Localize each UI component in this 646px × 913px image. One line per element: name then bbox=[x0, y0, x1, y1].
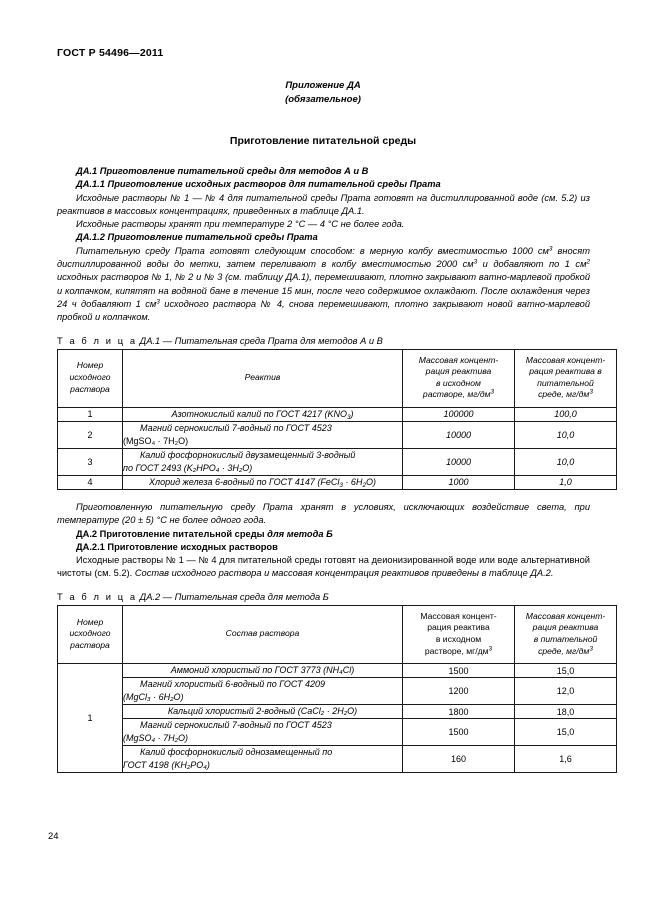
table-row bbox=[58, 421, 617, 448]
formula-text: (MgSO₄ · 7H₂O) bbox=[123, 733, 189, 744]
table-row bbox=[58, 678, 617, 705]
table-2-cell-conc-medium: 15,0 bbox=[515, 664, 617, 678]
table-1-cell-conc-medium: 10,0 bbox=[515, 448, 617, 475]
table-1-cell-number: 2 bbox=[58, 421, 123, 448]
superscript-cubic: 3 bbox=[490, 388, 495, 396]
formula-text: (MgSO₄ · 7H₂O) bbox=[123, 435, 189, 446]
table-row bbox=[58, 719, 617, 746]
heading-da2: ДА.2 Приготовление питательной среды для метода Б bbox=[76, 528, 333, 539]
table-1-header-conc-medium: Массовая концент- рация реактива в питательной среде, $мг/дм^3$ bbox=[515, 349, 617, 407]
table-2-cell-group-number: 1 bbox=[58, 664, 123, 773]
table-2-cell-composition: Кальций хлористый 2-водный (CaCl₂ · 2H₂O) bbox=[123, 705, 403, 719]
paragraph-storage-conditions: Приготовленную питательную среду Прата хранят в условиях, исключающих воздействие света, при температуре (20 ± 5) °С не более одного года. bbox=[57, 501, 590, 526]
formula-subscript: 2 bbox=[362, 481, 367, 489]
formula-subscript: 3 bbox=[346, 413, 351, 421]
table-2-cell-conc-medium: 12,0 bbox=[515, 678, 617, 705]
paragraph-da1-2-method: Питательную среду Прата готовят следующим способом: в мерную колбу вместимостью 1000 $см^3$ вносят дистиллированной воды до метки, затем переливают в колбу вместимостью 2000 $см^3$ и добавляют по 1 $см^2$ исходных растворов № 1, № 2 и № 3 (см. таблицу ДА.1), перемешивают, плотно закрывают ватно-марлевой пробкой и колпачком, кипятят на водяной бане в течение 15 мин, после чего содержимое охлаждают. После охлаждения через 24 ч добавляют 1 $см^3$ исходного раствора № 4, снова перемешивают, плотно закрывают новой ватно-марлевой пробкой и колпачком. bbox=[57, 245, 591, 323]
page-title: Приготовление питательной среды bbox=[229, 135, 417, 147]
appendix-status: (обязательное) bbox=[285, 93, 361, 105]
table-1-caption bbox=[57, 336, 590, 346]
superscript-cubic: 3 bbox=[589, 388, 593, 396]
superscript-cubic: 3 bbox=[156, 298, 160, 306]
table-2-head bbox=[58, 605, 617, 663]
table-1-cell-reagent: Калий фосфорнокислый двузамещенный 3-водный по ГОСТ 2493 (K₂HPO₄ · 3H₂O) bbox=[123, 448, 403, 475]
table-1-body bbox=[58, 407, 617, 489]
table-1-cell-conc-medium: 100,0 bbox=[515, 407, 617, 421]
table-1-caption-text: ДА.1 — Питательная среда Прата для методов А и В bbox=[137, 335, 383, 346]
paragraph-da2-1-intro: Исходные растворы № 1 — № 4 для питательной среды готовят на деионизированной воде или воде альтернативной чистоты (см. 5.2). Состав исходного раствора и массовая концентрация реактивов приведены в таблице ДА.2. bbox=[57, 555, 590, 579]
table-2-header-conc-source: Массовая концент- рация реактива в исходном растворе, $мг/дм^3$ bbox=[403, 605, 515, 663]
formula-subscript: 3 bbox=[339, 481, 343, 489]
table-2-cell-conc-source: 1800 bbox=[403, 705, 515, 719]
heading-da1-2: ДА.1.2 Приготовление питательной среды Прата bbox=[76, 232, 318, 243]
formula-text: (MgCl₃ · 6H₂O) bbox=[123, 692, 184, 703]
table-2-header-composition: Состав раствора bbox=[123, 605, 403, 663]
superscript-square: 2 bbox=[586, 258, 591, 266]
table-1-head bbox=[58, 349, 617, 407]
table-1-header-number: Номер исходного раствора bbox=[58, 349, 123, 407]
table-1-cell-reagent: Хлорид железа 6-водный по ГОСТ 4147 (FeCl$_3$ · $6H_2O$) bbox=[123, 475, 403, 489]
heading-da1: ДА.1 Приготовление питательной среды для методов А и В bbox=[76, 166, 369, 176]
formula-text: по ГОСТ 2493 (K₂HPO₄ · 3H₂O) bbox=[123, 462, 253, 473]
table-1-header-conc-source: Массовая концент- рация реактива в исходном растворе, $мг/дм^3$ bbox=[403, 349, 515, 407]
table-row bbox=[58, 746, 617, 773]
table-nutrient-medium-method-b bbox=[57, 605, 617, 773]
table-1-cell-conc-source: 100000 bbox=[403, 407, 515, 421]
table-2-caption bbox=[57, 592, 590, 602]
document-body bbox=[57, 165, 606, 773]
table-1-cell-number: 4 bbox=[58, 475, 123, 489]
table-2-header-row bbox=[58, 605, 617, 663]
appendix-caption bbox=[0, 79, 646, 106]
table-1-cell-conc-medium: 1,0 bbox=[515, 475, 617, 489]
superscript-cubic: 3 bbox=[548, 245, 553, 253]
table-1-cell-conc-source: 10000 bbox=[403, 448, 515, 475]
table-nutrient-medium-prat bbox=[57, 349, 617, 490]
heading-da1-1: ДА.1.1 Приготовление исходных растворов для питательной среды Прата bbox=[76, 179, 441, 190]
table-2-body bbox=[58, 664, 617, 773]
table-1-header-row bbox=[58, 349, 617, 407]
appendix-label: Приложение ДА bbox=[285, 80, 361, 91]
standard-running-head: ГОСТ Р 54496—2011 bbox=[57, 47, 164, 59]
table-1-cell-number: 1 bbox=[58, 407, 123, 421]
table-1-caption-prefix: Т а б л и ц а bbox=[57, 335, 138, 346]
table-2-cell-composition: Магний сернокислый 7-водный по ГОСТ 4523 (MgSO₄ · 7H₂O) bbox=[123, 719, 403, 746]
table-2-cell-conc-source: 1500 bbox=[403, 719, 515, 746]
superscript-cubic: 3 bbox=[589, 644, 593, 652]
table-1-cell-conc-medium: 10,0 bbox=[515, 421, 617, 448]
table-row bbox=[58, 448, 617, 475]
heading-da2-1: ДА.2.1 Приготовление исходных растворов bbox=[76, 541, 278, 552]
table-2-header-number: Номер исходного раствора bbox=[58, 605, 123, 663]
table-1-cell-reagent: Азотнокислый калий по ГОСТ 4217 $(KNO_3)$ bbox=[123, 407, 403, 421]
table-row bbox=[58, 475, 617, 489]
paragraph-da1-1-storage: Исходные растворы хранят при температуре 2 °С — 4 °С не более года. bbox=[76, 219, 405, 230]
table-1-cell-conc-source: 10000 bbox=[403, 421, 515, 448]
table-2-cell-composition: Аммоний хлористый по ГОСТ 3773 (NH₄Cl) bbox=[123, 664, 403, 678]
table-row bbox=[58, 664, 617, 678]
table-2-cell-conc-source: 1500 bbox=[403, 664, 515, 678]
page-number: 24 bbox=[48, 831, 59, 842]
superscript-cubic: 3 bbox=[473, 258, 478, 266]
table-row bbox=[58, 705, 617, 719]
table-row bbox=[58, 407, 617, 421]
table-2-cell-composition: Магний хлористый 6-водный по ГОСТ 4209 (MgCl₃ · 6H₂O) bbox=[123, 678, 403, 705]
table-1-header-reagent: Реактив bbox=[123, 349, 403, 407]
table-2-header-conc-medium: Массовая концент- рация реактива в питательной среде, $мг/дм^3$ bbox=[515, 605, 617, 663]
table-1-cell-number: 3 bbox=[58, 448, 123, 475]
table-1-cell-reagent: Магний сернокислый 7-водный по ГОСТ 4523 (MgSO₄ · 7H₂O) bbox=[123, 421, 403, 448]
formula-text: ГОСТ 4198 (KH₂PO₄) bbox=[123, 760, 210, 771]
table-2-caption-prefix: Т а б л и ц а bbox=[57, 591, 138, 602]
table-2-cell-conc-medium: 1,6 bbox=[515, 746, 617, 773]
table-2-cell-composition: Калий фосфорнокислый однозамещенный по ГОСТ 4198 (KH₂PO₄) bbox=[123, 746, 403, 773]
paragraph-da1-1-intro: Исходные растворы № 1 — № 4 для питательной среды Прата готовят на дистиллированной воде (см. 5.2) из реактивов в массовых концентрациях, приведенных в таблице ДА.1. bbox=[57, 192, 590, 216]
table-2-cell-conc-source: 1200 bbox=[403, 678, 515, 705]
table-1-cell-conc-source: 1000 bbox=[403, 475, 515, 489]
table-2-cell-conc-medium: 15,0 bbox=[515, 719, 617, 746]
superscript-cubic: 3 bbox=[488, 644, 493, 652]
table-2-cell-conc-source: 160 bbox=[403, 746, 515, 773]
table-2-caption-text: ДА.2 — Питательная среда для метода Б bbox=[137, 591, 329, 602]
table-2-cell-conc-medium: 18,0 bbox=[515, 705, 617, 719]
